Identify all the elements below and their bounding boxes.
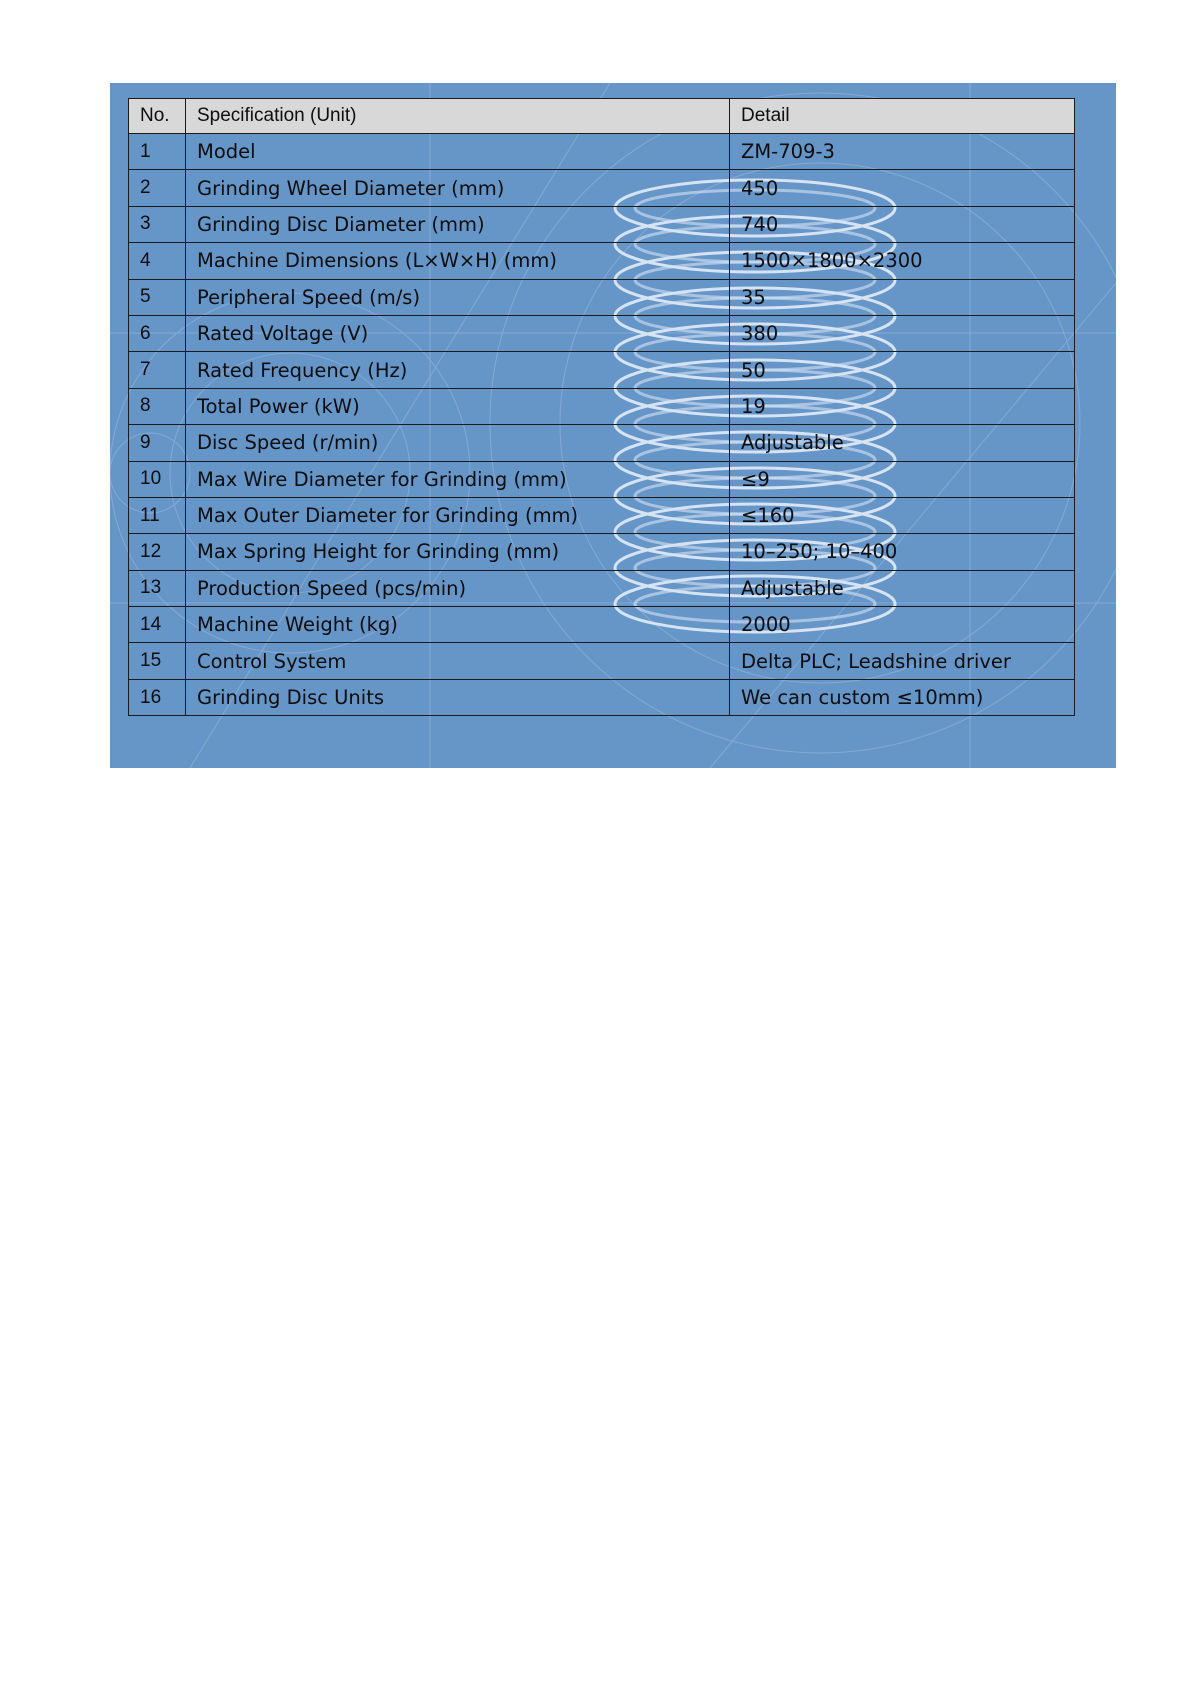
spec-name: Max Spring Height for Grinding (mm) (186, 534, 730, 570)
spec-panel (110, 83, 1116, 768)
spec-name: Model (186, 134, 730, 170)
spec-detail: 450 (730, 170, 1075, 206)
spec-detail: 19 (730, 388, 1075, 424)
row-number: 2 (129, 170, 186, 206)
spec-detail: 380 (730, 315, 1075, 351)
row-number: 3 (129, 206, 186, 242)
spec-detail: 50 (730, 352, 1075, 388)
table-row (129, 134, 1075, 170)
spec-detail: ZM-709-3 (730, 134, 1075, 170)
row-number: 12 (129, 534, 186, 570)
spec-name: Production Speed (pcs/min) (186, 570, 730, 606)
spec-detail: ≤9 (730, 461, 1075, 497)
header-no: No. (129, 99, 186, 134)
table-row (129, 388, 1075, 424)
table-row (129, 570, 1075, 606)
row-number: 6 (129, 315, 186, 351)
spec-detail: 2000 (730, 607, 1075, 643)
row-number: 10 (129, 461, 186, 497)
spec-name: Grinding Disc Units (186, 679, 730, 715)
spec-name: Grinding Wheel Diameter (mm) (186, 170, 730, 206)
spec-name: Disc Speed (r/min) (186, 425, 730, 461)
spec-name: Peripheral Speed (m/s) (186, 279, 730, 315)
table-row (129, 206, 1075, 242)
row-number: 9 (129, 425, 186, 461)
row-number: 14 (129, 607, 186, 643)
table-header-row (129, 99, 1075, 134)
spec-name: Rated Frequency (Hz) (186, 352, 730, 388)
spec-detail: Delta PLC; Leadshine driver (730, 643, 1075, 679)
row-number: 7 (129, 352, 186, 388)
spec-name: Max Wire Diameter for Grinding (mm) (186, 461, 730, 497)
spec-name: Rated Voltage (V) (186, 315, 730, 351)
row-number: 5 (129, 279, 186, 315)
spec-detail: 1500×1800×2300 (730, 243, 1075, 279)
spec-detail: 10–250; 10–400 (730, 534, 1075, 570)
table-row (129, 352, 1075, 388)
spec-name: Grinding Disc Diameter (mm) (186, 206, 730, 242)
spec-detail: Adjustable (730, 425, 1075, 461)
specification-table (128, 98, 1075, 716)
spec-name: Max Outer Diameter for Grinding (mm) (186, 497, 730, 533)
table-row (129, 279, 1075, 315)
spec-name: Machine Weight (kg) (186, 607, 730, 643)
row-number: 4 (129, 243, 186, 279)
row-number: 13 (129, 570, 186, 606)
spec-detail: 35 (730, 279, 1075, 315)
table-row (129, 461, 1075, 497)
row-number: 8 (129, 388, 186, 424)
spec-name: Machine Dimensions (L×W×H) (mm) (186, 243, 730, 279)
header-specification: Specification (Unit) (186, 99, 730, 134)
table-row (129, 243, 1075, 279)
table-row (129, 315, 1075, 351)
table-row (129, 170, 1075, 206)
table-row (129, 679, 1075, 715)
table-row (129, 643, 1075, 679)
header-detail: Detail (730, 99, 1075, 134)
table-row (129, 607, 1075, 643)
table-row (129, 425, 1075, 461)
spec-detail: We can custom ≤10mm) (730, 679, 1075, 715)
table-row (129, 497, 1075, 533)
spec-name: Control System (186, 643, 730, 679)
row-number: 11 (129, 497, 186, 533)
spec-name: Total Power (kW) (186, 388, 730, 424)
row-number: 15 (129, 643, 186, 679)
table-row (129, 534, 1075, 570)
spec-detail: Adjustable (730, 570, 1075, 606)
spec-detail: ≤160 (730, 497, 1075, 533)
row-number: 16 (129, 679, 186, 715)
spec-detail: 740 (730, 206, 1075, 242)
table-body (129, 134, 1075, 716)
row-number: 1 (129, 134, 186, 170)
